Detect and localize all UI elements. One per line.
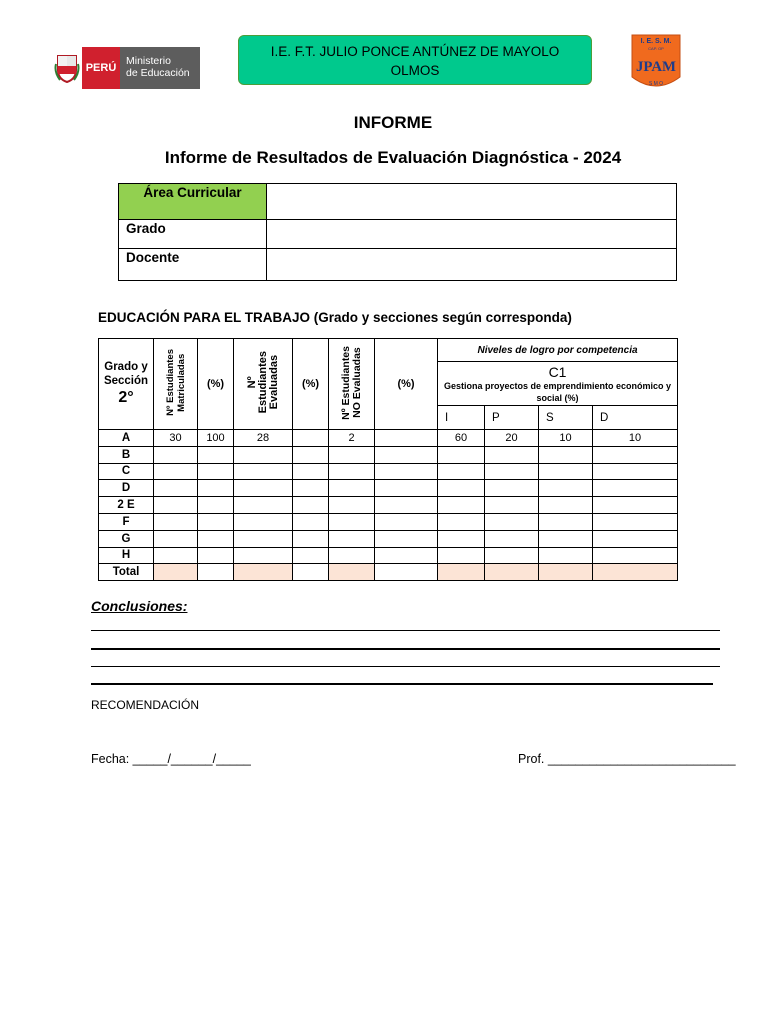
table-cell[interactable] bbox=[234, 513, 293, 530]
table-cell[interactable] bbox=[154, 463, 198, 480]
table-cell[interactable] bbox=[329, 547, 375, 564]
table-cell[interactable] bbox=[154, 547, 198, 564]
docente-field[interactable] bbox=[267, 249, 677, 281]
row-label: B bbox=[99, 446, 154, 463]
level-p-header: P bbox=[485, 406, 539, 430]
table-cell[interactable] bbox=[293, 513, 329, 530]
col-evaluadas-header bbox=[234, 339, 293, 430]
row-label: D bbox=[99, 480, 154, 497]
conclusiones-label: Conclusiones: bbox=[91, 598, 188, 614]
table-cell[interactable] bbox=[234, 446, 293, 463]
table-cell[interactable] bbox=[593, 547, 678, 564]
col-evaluadas-label: Nº Estudiantes Evaluadas bbox=[245, 351, 280, 414]
badge-bottom-text: S M O bbox=[648, 81, 664, 87]
fecha-field[interactable]: Fecha: _____/______/_____ bbox=[91, 752, 251, 766]
table-cell[interactable] bbox=[154, 497, 198, 514]
table-cell[interactable] bbox=[154, 480, 198, 497]
table-cell[interactable] bbox=[329, 446, 375, 463]
table-cell[interactable] bbox=[485, 480, 539, 497]
area-curricular-label: Área Curricular bbox=[119, 184, 267, 220]
recomendacion-label: RECOMENDACIÓN bbox=[91, 698, 200, 712]
table-cell[interactable] bbox=[154, 513, 198, 530]
total-cell[interactable] bbox=[198, 564, 234, 581]
table-cell[interactable] bbox=[539, 463, 593, 480]
table-cell[interactable] bbox=[234, 463, 293, 480]
total-cell[interactable] bbox=[234, 564, 293, 581]
table-cell[interactable] bbox=[375, 513, 438, 530]
table-cell[interactable]: 10 bbox=[539, 430, 593, 447]
table-cell[interactable] bbox=[539, 497, 593, 514]
table-cell[interactable] bbox=[539, 530, 593, 547]
table-row bbox=[99, 446, 678, 463]
total-label: Total bbox=[99, 564, 154, 581]
table-cell[interactable]: 28 bbox=[234, 430, 293, 447]
total-cell[interactable] bbox=[293, 564, 329, 581]
table-cell[interactable] bbox=[485, 463, 539, 480]
table-row bbox=[99, 430, 678, 447]
total-cell[interactable] bbox=[154, 564, 198, 581]
table-cell[interactable] bbox=[293, 446, 329, 463]
conclusion-line-2[interactable] bbox=[91, 648, 720, 650]
school-name-line2: OLMOS bbox=[390, 63, 440, 78]
col-pct1-header bbox=[198, 339, 234, 430]
table-cell[interactable] bbox=[539, 513, 593, 530]
table-cell[interactable] bbox=[593, 463, 678, 480]
table-cell[interactable] bbox=[198, 446, 234, 463]
grade-header-label: Grado y Sección bbox=[103, 361, 149, 387]
conclusion-line-4[interactable] bbox=[91, 683, 713, 685]
table-cell[interactable] bbox=[154, 446, 198, 463]
table-cell[interactable] bbox=[375, 530, 438, 547]
table-cell[interactable] bbox=[593, 446, 678, 463]
grade-value: 2° bbox=[118, 389, 134, 406]
col-pct2-header bbox=[293, 339, 329, 430]
row-label: C bbox=[99, 463, 154, 480]
table-cell[interactable] bbox=[234, 497, 293, 514]
info-table bbox=[118, 183, 677, 281]
conclusion-line-3[interactable] bbox=[91, 666, 720, 667]
table-cell[interactable] bbox=[198, 463, 234, 480]
table-cell[interactable] bbox=[329, 530, 375, 547]
col-no-evaluadas-label: Nº Estudiantes NO Evaluadas bbox=[339, 345, 363, 420]
table-cell[interactable] bbox=[198, 530, 234, 547]
competencia-description: Gestiona proyectos de emprendimiento económico y social (%) bbox=[443, 380, 672, 403]
table-cell[interactable] bbox=[198, 497, 234, 514]
table-cell[interactable] bbox=[375, 463, 438, 480]
total-cell[interactable] bbox=[438, 564, 485, 581]
total-row bbox=[99, 564, 678, 581]
row-label: A bbox=[99, 430, 154, 447]
table-cell[interactable] bbox=[234, 480, 293, 497]
table-cell[interactable] bbox=[198, 513, 234, 530]
table-cell[interactable] bbox=[593, 513, 678, 530]
col-pct1-label: (%) bbox=[206, 378, 225, 390]
level-s-header: S bbox=[539, 406, 593, 430]
prof-signature-field[interactable]: Prof. ___________________________ bbox=[518, 752, 736, 766]
table-cell[interactable] bbox=[375, 480, 438, 497]
table-cell[interactable] bbox=[198, 547, 234, 564]
section-title: EDUCACIÓN PARA EL TRABAJO (Grado y secciones según corresponda) bbox=[98, 310, 572, 325]
table-row bbox=[99, 463, 678, 480]
docente-label: Docente bbox=[119, 249, 267, 281]
table-cell[interactable] bbox=[375, 446, 438, 463]
table-row bbox=[99, 513, 678, 530]
table-cell[interactable] bbox=[539, 547, 593, 564]
row-label: F bbox=[99, 513, 154, 530]
table-cell[interactable] bbox=[593, 480, 678, 497]
country-label: PERÚ bbox=[82, 47, 120, 89]
table-cell[interactable] bbox=[198, 480, 234, 497]
table-cell[interactable] bbox=[485, 497, 539, 514]
table-cell[interactable] bbox=[485, 530, 539, 547]
grado-label: Grado bbox=[119, 220, 267, 249]
table-cell[interactable] bbox=[438, 530, 485, 547]
table-row bbox=[99, 480, 678, 497]
table-row bbox=[99, 497, 678, 514]
ministry-label bbox=[120, 47, 200, 89]
table-cell[interactable] bbox=[293, 463, 329, 480]
total-cell[interactable] bbox=[329, 564, 375, 581]
table-cell[interactable] bbox=[539, 446, 593, 463]
niveles-header: Niveles de logro por competencia bbox=[438, 339, 678, 362]
table-cell[interactable] bbox=[485, 513, 539, 530]
results-table bbox=[98, 338, 678, 581]
table-cell[interactable] bbox=[329, 480, 375, 497]
table-cell[interactable] bbox=[154, 530, 198, 547]
coat-of-arms-icon bbox=[52, 47, 82, 89]
table-cell[interactable] bbox=[329, 497, 375, 514]
school-name-line1: I.E. F.T. JULIO PONCE ANTÚNEZ DE MAYOLO bbox=[270, 44, 560, 59]
badge-letters-text: JPAM bbox=[636, 59, 676, 75]
result-rows bbox=[99, 430, 678, 581]
table-cell[interactable] bbox=[329, 513, 375, 530]
badge-top-text: I. E. S. M. bbox=[640, 38, 672, 45]
table-cell[interactable] bbox=[593, 497, 678, 514]
table-cell[interactable] bbox=[375, 497, 438, 514]
conclusion-line-1[interactable] bbox=[91, 630, 720, 631]
level-d-header: D bbox=[593, 406, 678, 430]
ministry-label-line2: de Educación bbox=[126, 67, 190, 79]
table-cell[interactable] bbox=[438, 480, 485, 497]
total-cell[interactable] bbox=[593, 564, 678, 581]
competencia-code: C1 bbox=[548, 363, 567, 380]
total-cell[interactable] bbox=[375, 564, 438, 581]
table-cell[interactable] bbox=[438, 513, 485, 530]
page-title: INFORME bbox=[353, 113, 433, 132]
table-cell[interactable] bbox=[485, 446, 539, 463]
row-label: G bbox=[99, 530, 154, 547]
table-cell[interactable] bbox=[375, 430, 438, 447]
table-cell[interactable] bbox=[293, 547, 329, 564]
table-cell[interactable] bbox=[293, 530, 329, 547]
table-cell[interactable]: 60 bbox=[438, 430, 485, 447]
page-subtitle: Informe de Resultados de Evaluación Diagnóstica - 2024 bbox=[164, 148, 622, 167]
table-cell[interactable] bbox=[293, 430, 329, 447]
row-label: H bbox=[99, 547, 154, 564]
table-row bbox=[99, 547, 678, 564]
competencia-header bbox=[438, 362, 678, 406]
table-cell[interactable] bbox=[438, 446, 485, 463]
table-cell[interactable]: 10 bbox=[593, 430, 678, 447]
table-cell[interactable] bbox=[438, 463, 485, 480]
col-matriculados-header bbox=[154, 339, 198, 430]
table-row bbox=[99, 530, 678, 547]
table-cell[interactable]: 2 bbox=[329, 430, 375, 447]
grado-field[interactable] bbox=[267, 220, 677, 249]
table-cell[interactable]: 100 bbox=[198, 430, 234, 447]
col-pct2-label: (%) bbox=[301, 378, 320, 390]
table-cell[interactable] bbox=[234, 530, 293, 547]
total-cell[interactable] bbox=[539, 564, 593, 581]
table-cell[interactable] bbox=[293, 497, 329, 514]
grade-header-cell bbox=[99, 339, 154, 430]
total-cell[interactable] bbox=[485, 564, 539, 581]
level-i-header: I bbox=[438, 406, 485, 430]
table-cell[interactable] bbox=[539, 480, 593, 497]
table-cell[interactable] bbox=[375, 547, 438, 564]
table-cell[interactable] bbox=[438, 547, 485, 564]
table-cell[interactable] bbox=[593, 530, 678, 547]
area-curricular-field[interactable] bbox=[267, 184, 677, 220]
col-matriculados-label: Nº Estudiantes Matriculadas bbox=[164, 349, 187, 416]
table-cell[interactable]: 20 bbox=[485, 430, 539, 447]
row-label: 2 E bbox=[99, 497, 154, 514]
table-cell[interactable] bbox=[485, 547, 539, 564]
badge-sub-text: CAP. OP bbox=[648, 46, 664, 51]
ministry-label-line1: Ministerio bbox=[126, 55, 171, 67]
school-name-box bbox=[238, 35, 592, 85]
table-cell[interactable] bbox=[234, 547, 293, 564]
col-pct3-label: (%) bbox=[397, 378, 415, 390]
table-cell[interactable] bbox=[293, 480, 329, 497]
col-no-evaluadas-header bbox=[329, 339, 375, 430]
col-pct3-header bbox=[375, 339, 438, 430]
table-cell[interactable]: 30 bbox=[154, 430, 198, 447]
school-badge-logo bbox=[630, 33, 682, 91]
table-cell[interactable] bbox=[438, 497, 485, 514]
table-cell[interactable] bbox=[329, 463, 375, 480]
ministry-logo bbox=[52, 47, 200, 89]
